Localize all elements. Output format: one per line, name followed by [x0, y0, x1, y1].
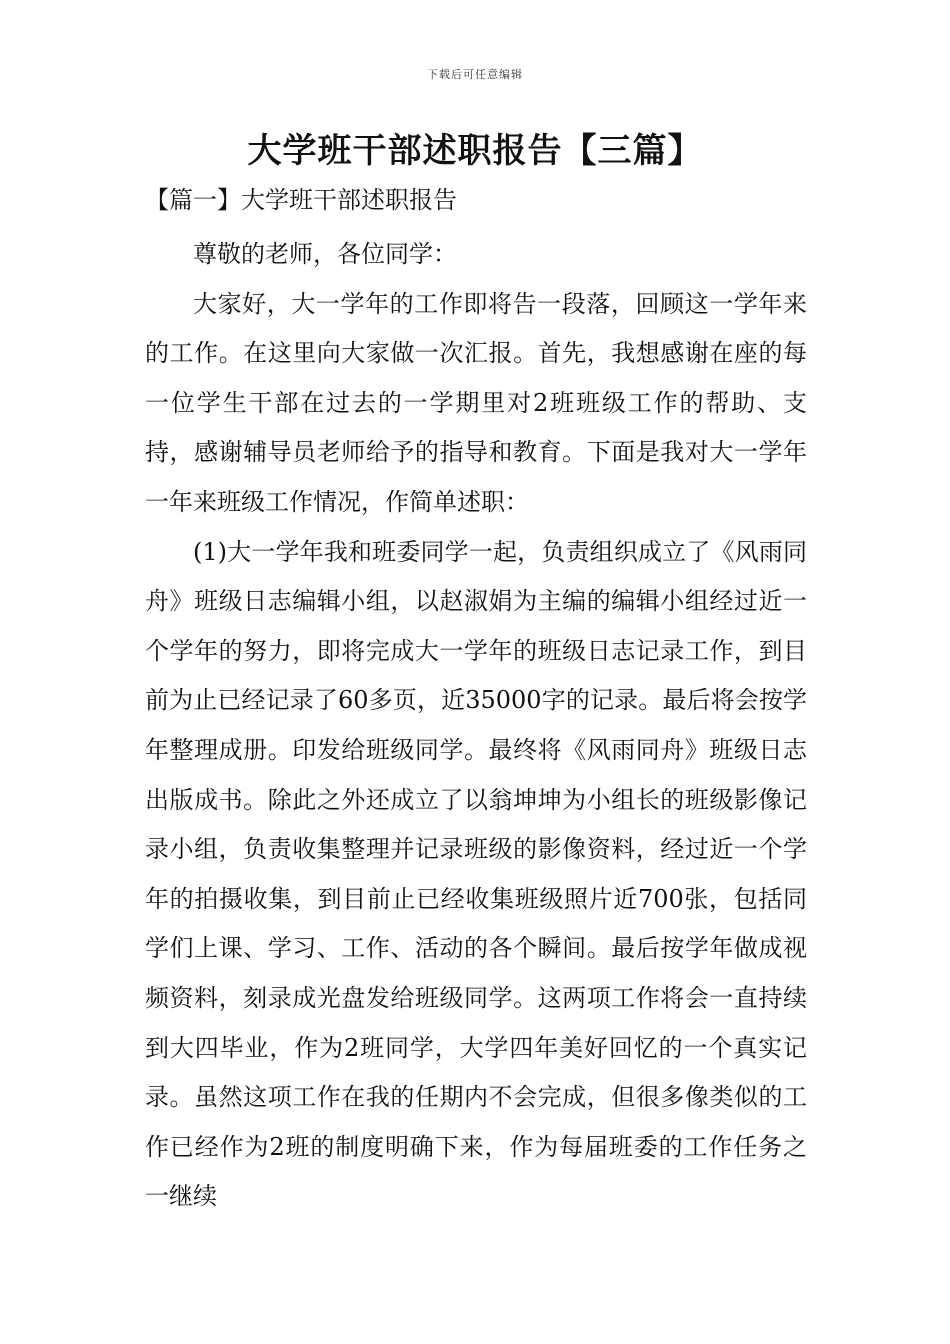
intro-paragraph: 大家好，大一学年的工作即将告一段落，回顾这一学年来的工作。在这里向大家做一次汇报。首先，我想感谢在座的每一位学生干部在过去的一学期里对2班班级工作的帮助、支持，感谢辅导员老师给予的指导和教育。下面是我对大一学年一年来班级工作情况，作简单述职：	[145, 289, 807, 516]
work-item-1-paragraph: (1)大一学年我和班委同学一起，负责组织成立了《风雨同舟》班级日志编辑小组，以赵淑娟为主编的编辑小组经过近一个学年的努力，即将完成大一学年的班级日志记录工作，到目前为止已经记录了60多页，近35000字的记录。最后将会按学年整理成册。印发给班级同学。最终将《风雨同舟》班级日志出版成书。除此之外还成立了以翁坤坤为小组长的班级影像记录小组，负责收集整理并记录班级的影像资料，经过近一个学年的拍摄收集，到目前止已经收集班级照片近700张，包括同学们上课、学习、工作、活动的各个瞬间。最后按学年做成视频资料，刻录成光盘发给班级同学。这两项工作将会一直持续到大四毕业，作为2班同学，大学四年美好回忆的一个真实记录。虽然这项工作在我的任期内不会完成，但很多像类似的工作已经作为2班的制度明确下来，作为每届班委的工作任务之一继续	[145, 537, 807, 1211]
document-title: 大学班干部述职报告【三篇】	[247, 131, 703, 171]
body-text	[145, 230, 807, 1222]
section-heading: 【篇一】大学班干部述职报告	[145, 186, 457, 214]
header-note: 下载后可任意编辑	[427, 68, 523, 81]
salutation-paragraph: 尊敬的老师，各位同学：	[193, 240, 457, 268]
